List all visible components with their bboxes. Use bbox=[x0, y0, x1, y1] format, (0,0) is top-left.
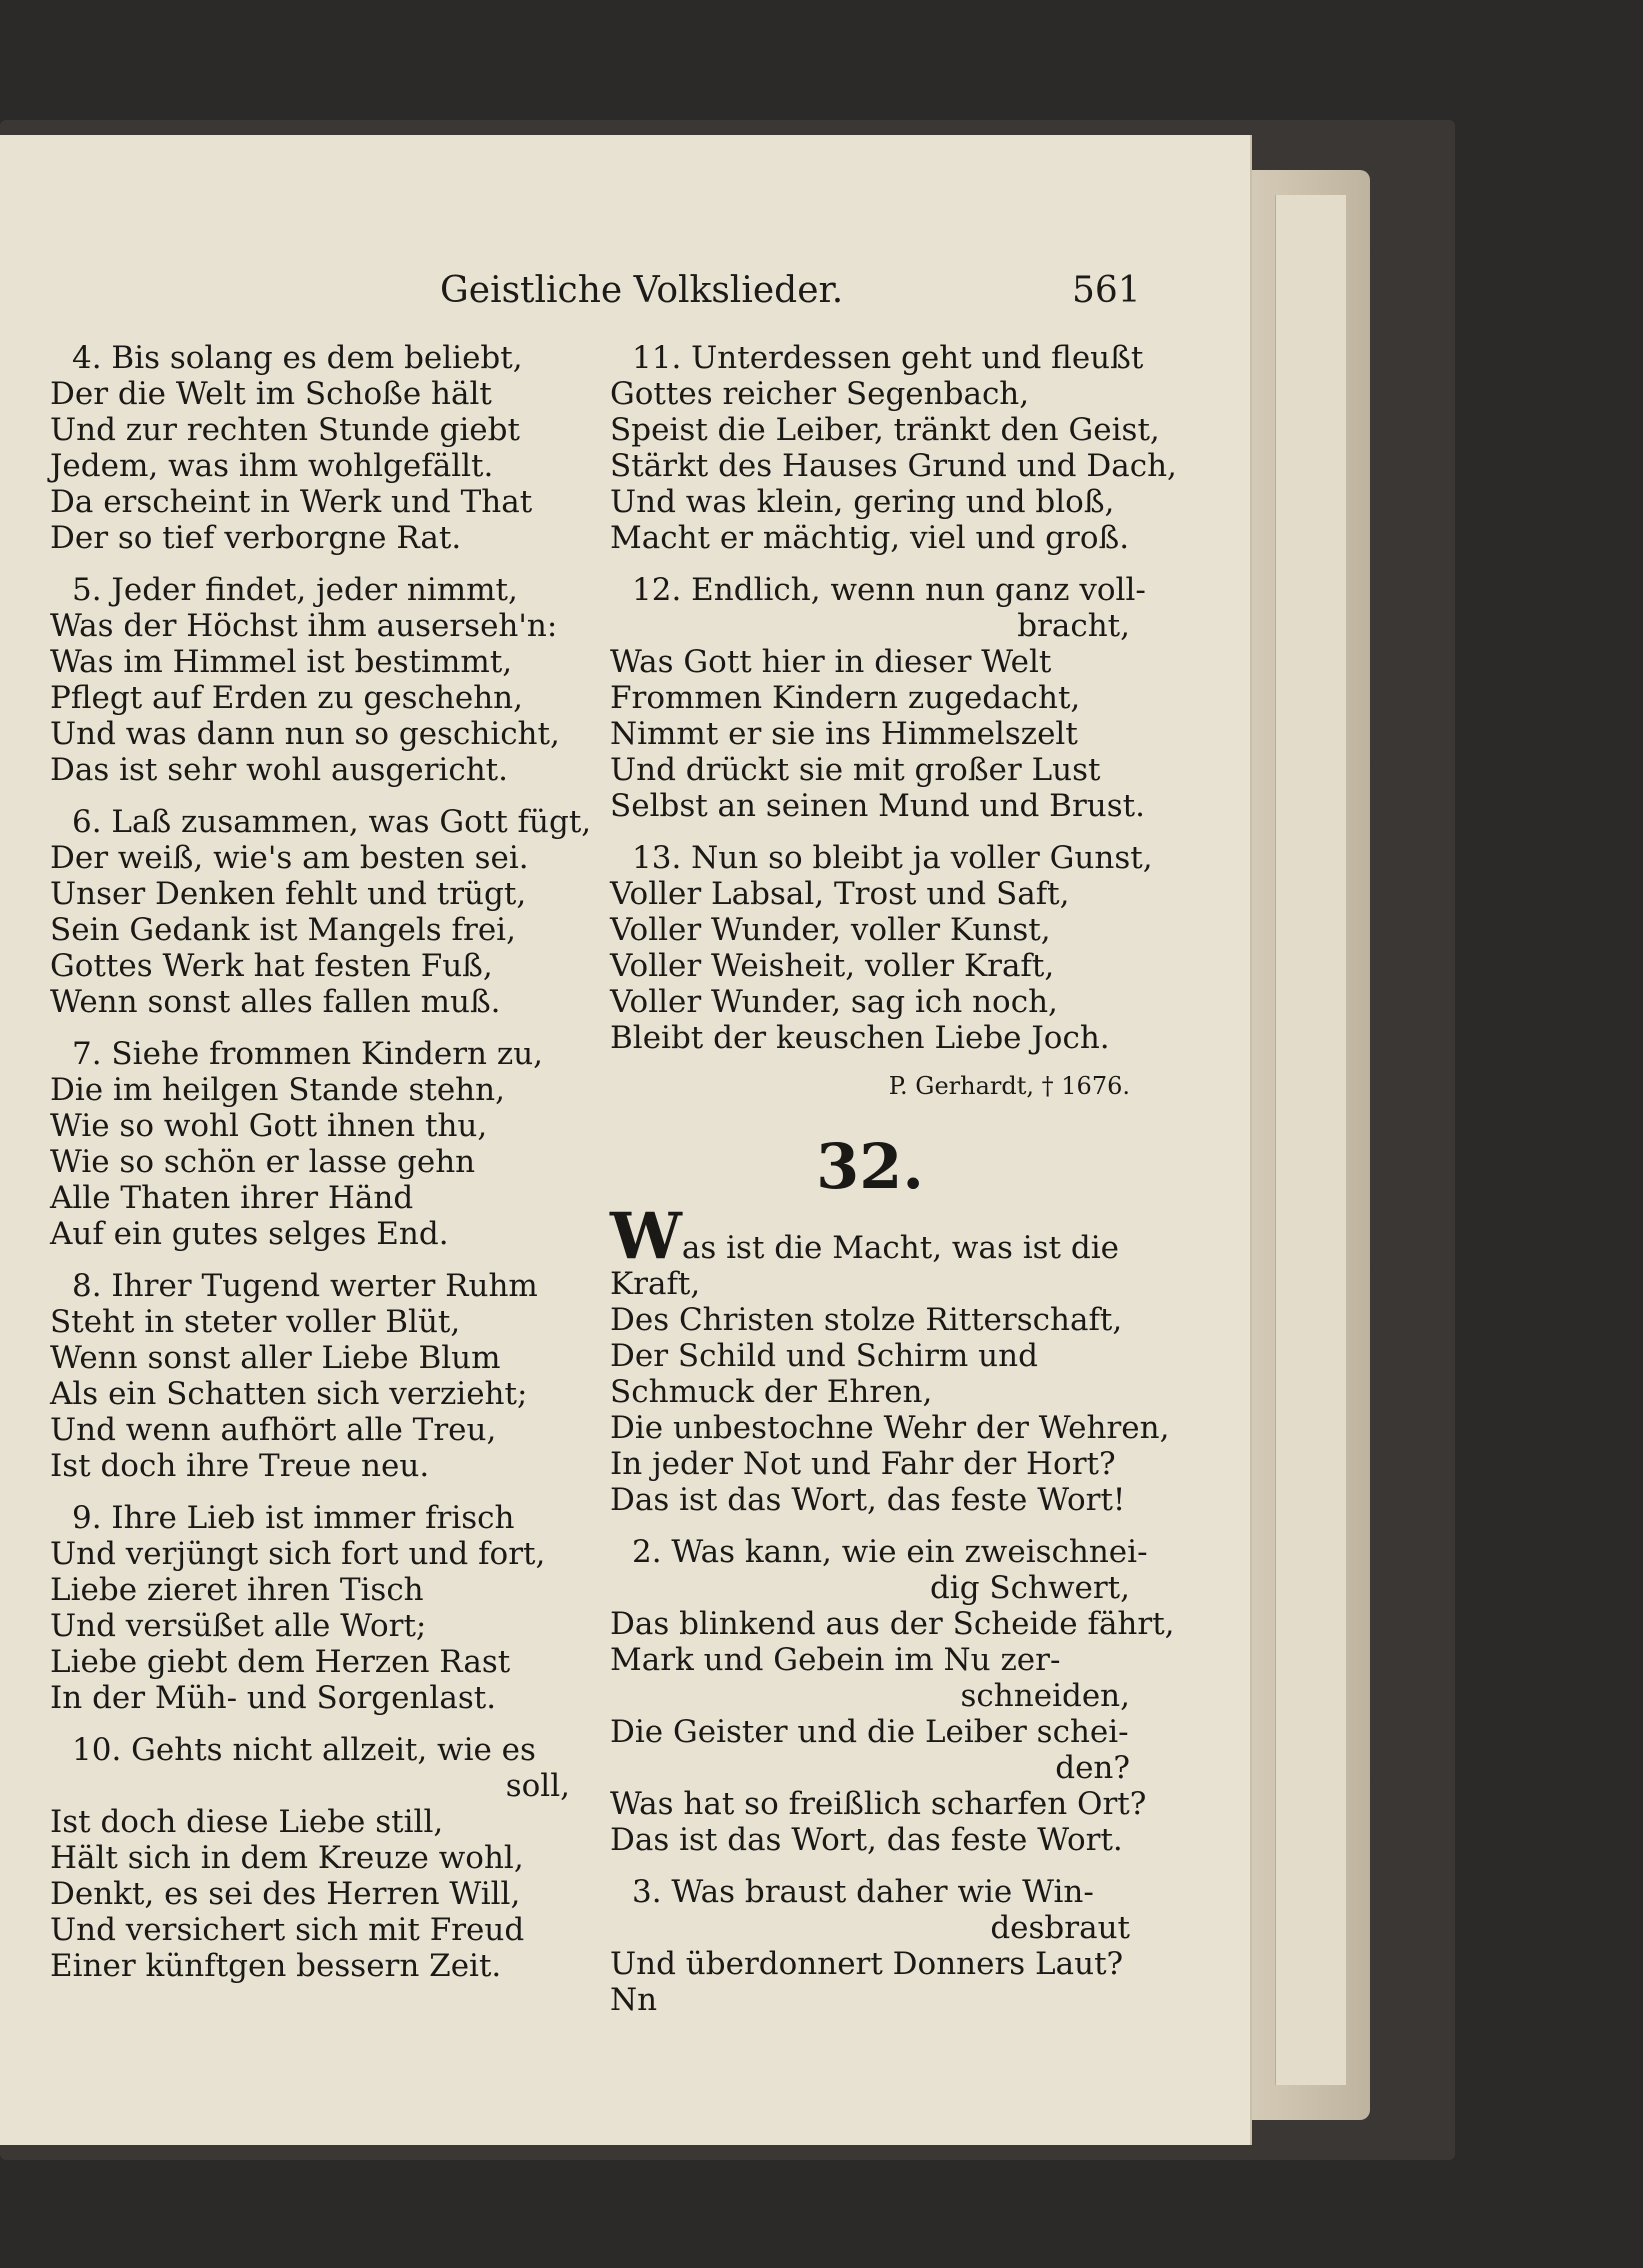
verse-line: soll, bbox=[505, 1768, 570, 1804]
verse-line: Denkt, es sei des Herren Will, bbox=[50, 1876, 521, 1912]
verse-line: 5. Jeder findet, jeder nimmt, bbox=[72, 572, 518, 608]
stanza bbox=[50, 1036, 570, 1252]
verse-line: Ist doch ihre Treue neu. bbox=[50, 1448, 430, 1484]
verse-line: Gottes reicher Segenbach, bbox=[610, 376, 1030, 412]
verse-line: Voller Wunder, voller Kunst, bbox=[610, 912, 1051, 948]
verse-line: Der Schild und Schirm und bbox=[610, 1338, 1038, 1374]
verse-line: Ist doch diese Liebe still, bbox=[50, 1804, 444, 1840]
verse-line: Und verjüngt sich fort und fort, bbox=[50, 1536, 546, 1572]
verse-line: Als ein Schatten sich verzieht; bbox=[50, 1376, 528, 1412]
drop-cap: W bbox=[610, 1199, 682, 1274]
verse-line: Macht er mächtig, viel und groß. bbox=[610, 520, 1130, 556]
verse-line: Voller Wunder, sag ich noch, bbox=[610, 984, 1058, 1020]
verse-line: Was der Höchst ihm auserseh'n: bbox=[50, 608, 558, 644]
verse-line: Nn bbox=[610, 1982, 658, 2018]
verse-line: 13. Nun so bleibt ja voller Gunst, bbox=[632, 840, 1153, 876]
verse-line: Da erscheint in Werk und That bbox=[50, 484, 533, 520]
verse-line: den? bbox=[1055, 1750, 1130, 1786]
verse-line: 7. Siehe frommen Kindern zu, bbox=[72, 1036, 544, 1072]
verse-line: 6. Laß zusammen, was Gott fügt, bbox=[72, 804, 592, 840]
verse-line: 3. Was braust daher wie Win- bbox=[632, 1874, 1094, 1910]
stanza bbox=[50, 340, 570, 556]
verse-line: Der so tief verborgne Rat. bbox=[50, 520, 462, 556]
verse-line: Auf ein gutes selges End. bbox=[50, 1216, 449, 1252]
verse-line: Schmuck der Ehren, bbox=[610, 1374, 933, 1410]
stanza bbox=[50, 572, 570, 788]
verse-line: Stärkt des Hauses Grund und Dach, bbox=[610, 448, 1177, 484]
stanza bbox=[610, 840, 1153, 1056]
verse-line: dig Schwert, bbox=[929, 1570, 1130, 1606]
verse-line: Die unbestochne Wehr der Wehren, bbox=[610, 1410, 1170, 1446]
verse-line: Wenn sonst aller Liebe Blum bbox=[50, 1340, 501, 1376]
verse-line: Unser Denken fehlt und trügt, bbox=[50, 876, 527, 912]
verse-line: Pflegt auf Erden zu geschehn, bbox=[50, 680, 523, 716]
stanza bbox=[50, 1500, 570, 1716]
verse-line: Das ist das Wort, das feste Wort! bbox=[610, 1482, 1126, 1518]
verse-line: Kraft, bbox=[610, 1266, 701, 1302]
verse-line: Das ist das Wort, das feste Wort. bbox=[610, 1822, 1123, 1858]
verse-line: Speist die Leiber, tränkt den Geist, bbox=[610, 412, 1160, 448]
left-column bbox=[50, 340, 592, 2000]
stanza bbox=[610, 1534, 1175, 1858]
page-number: 561 bbox=[1072, 270, 1141, 311]
verse-line: 8. Ihrer Tugend werter Ruhm bbox=[72, 1268, 538, 1304]
verse-line: Wie so wohl Gott ihnen thu, bbox=[50, 1108, 488, 1144]
verse-line: In der Müh- und Sorgenlast. bbox=[50, 1680, 497, 1716]
verse-line: 10. Gehts nicht allzeit, wie es bbox=[72, 1732, 536, 1768]
verse-line: schneiden, bbox=[960, 1678, 1130, 1714]
verse-line: Voller Labsal, Trost und Saft, bbox=[610, 876, 1070, 912]
verse-line: Das blinkend aus der Scheide fährt, bbox=[610, 1606, 1175, 1642]
verse-line: Und was klein, gering und bloß, bbox=[610, 484, 1115, 520]
verse-line: Hält sich in dem Kreuze wohl, bbox=[50, 1840, 524, 1876]
verse-line: Und versüßet alle Wort; bbox=[50, 1608, 427, 1644]
verse-line: Mark und Gebein im Nu zer- bbox=[610, 1642, 1061, 1678]
verse-line: bracht, bbox=[1017, 608, 1130, 644]
stanza bbox=[50, 804, 592, 1020]
verse-line: Jedem, was ihm wohlgefällt. bbox=[50, 448, 494, 484]
verse-line: Voller Weisheit, voller Kraft, bbox=[610, 948, 1055, 984]
stanza bbox=[610, 1874, 1130, 2018]
running-title: Geistliche Volkslieder. bbox=[440, 270, 844, 311]
author-attribution: P. Gerhardt, † 1676. bbox=[888, 1072, 1130, 1100]
stanza bbox=[50, 1268, 570, 1484]
verse-line: Frommen Kindern zugedacht, bbox=[610, 680, 1081, 716]
verse-line: Der die Welt im Schoße hält bbox=[50, 376, 492, 412]
verse-line: In jeder Not und Fahr der Hort? bbox=[610, 1446, 1116, 1482]
verse-line: Und wenn aufhört alle Treu, bbox=[50, 1412, 497, 1448]
verse-line: Und drückt sie mit großer Lust bbox=[610, 752, 1101, 788]
verse-line: Was hat so freißlich scharfen Ort? bbox=[610, 1786, 1147, 1822]
verse-line: Und überdonnert Donners Laut? bbox=[610, 1946, 1124, 1982]
verse-line bbox=[610, 1199, 1130, 1274]
verse-line: Des Christen stolze Ritterschaft, bbox=[610, 1302, 1123, 1338]
verse-line: Die Geister und die Leiber schei- bbox=[610, 1714, 1129, 1750]
verse-line-text: as ist die Macht, was ist die bbox=[681, 1230, 1119, 1266]
verse-line: Sein Gedank ist Mangels frei, bbox=[50, 912, 516, 948]
verse-line: 4. Bis solang es dem beliebt, bbox=[72, 340, 523, 376]
verse-line: Was im Himmel ist bestimmt, bbox=[50, 644, 513, 680]
verse-line: Alle Thaten ihrer Händ bbox=[50, 1180, 414, 1216]
stanza bbox=[610, 340, 1177, 556]
verse-line: Selbst an seinen Mund und Brust. bbox=[610, 788, 1145, 824]
verse-line: Wenn sonst alles fallen muß. bbox=[50, 984, 501, 1020]
verse-line: 9. Ihre Lieb ist immer frisch bbox=[72, 1500, 515, 1536]
stanza bbox=[610, 1199, 1170, 1518]
hymn-number: 32. bbox=[816, 1130, 924, 1203]
verse-line: Die im heilgen Stande stehn, bbox=[50, 1072, 505, 1108]
verse-line: Was Gott hier in dieser Welt bbox=[610, 644, 1052, 680]
verse-line: Der weiß, wie's am besten sei. bbox=[50, 840, 529, 876]
verse-line: Gottes Werk hat festen Fuß, bbox=[50, 948, 493, 984]
stanza bbox=[610, 572, 1146, 824]
verse-line: Das ist sehr wohl ausgericht. bbox=[50, 752, 508, 788]
page-leaves bbox=[1275, 195, 1346, 2085]
verse-line: 11. Unterdessen geht und fleußt bbox=[632, 340, 1144, 376]
verse-line: Bleibt der keuschen Liebe Joch. bbox=[610, 1020, 1110, 1056]
verse-line: Und versichert sich mit Freud bbox=[50, 1912, 525, 1948]
stanza bbox=[50, 1732, 570, 1984]
right-column bbox=[610, 340, 1177, 2034]
verse-line: desbraut bbox=[990, 1910, 1130, 1946]
verse-line: Liebe zieret ihren Tisch bbox=[50, 1572, 424, 1608]
verse-line: Nimmt er sie ins Himmelszelt bbox=[610, 716, 1078, 752]
verse-line: Liebe giebt dem Herzen Rast bbox=[50, 1644, 511, 1680]
verse-line: 2. Was kann, wie ein zweischnei- bbox=[632, 1534, 1148, 1570]
verse-line: 12. Endlich, wenn nun ganz voll- bbox=[632, 572, 1146, 608]
verse-line: Und was dann nun so geschicht, bbox=[50, 716, 560, 752]
verse-line: Einer künftgen bessern Zeit. bbox=[50, 1948, 502, 1984]
verse-line: Und zur rechten Stunde giebt bbox=[50, 412, 520, 448]
verse-line: Wie so schön er lasse gehn bbox=[50, 1144, 476, 1180]
verse-line: Steht in steter voller Blüt, bbox=[50, 1304, 461, 1340]
